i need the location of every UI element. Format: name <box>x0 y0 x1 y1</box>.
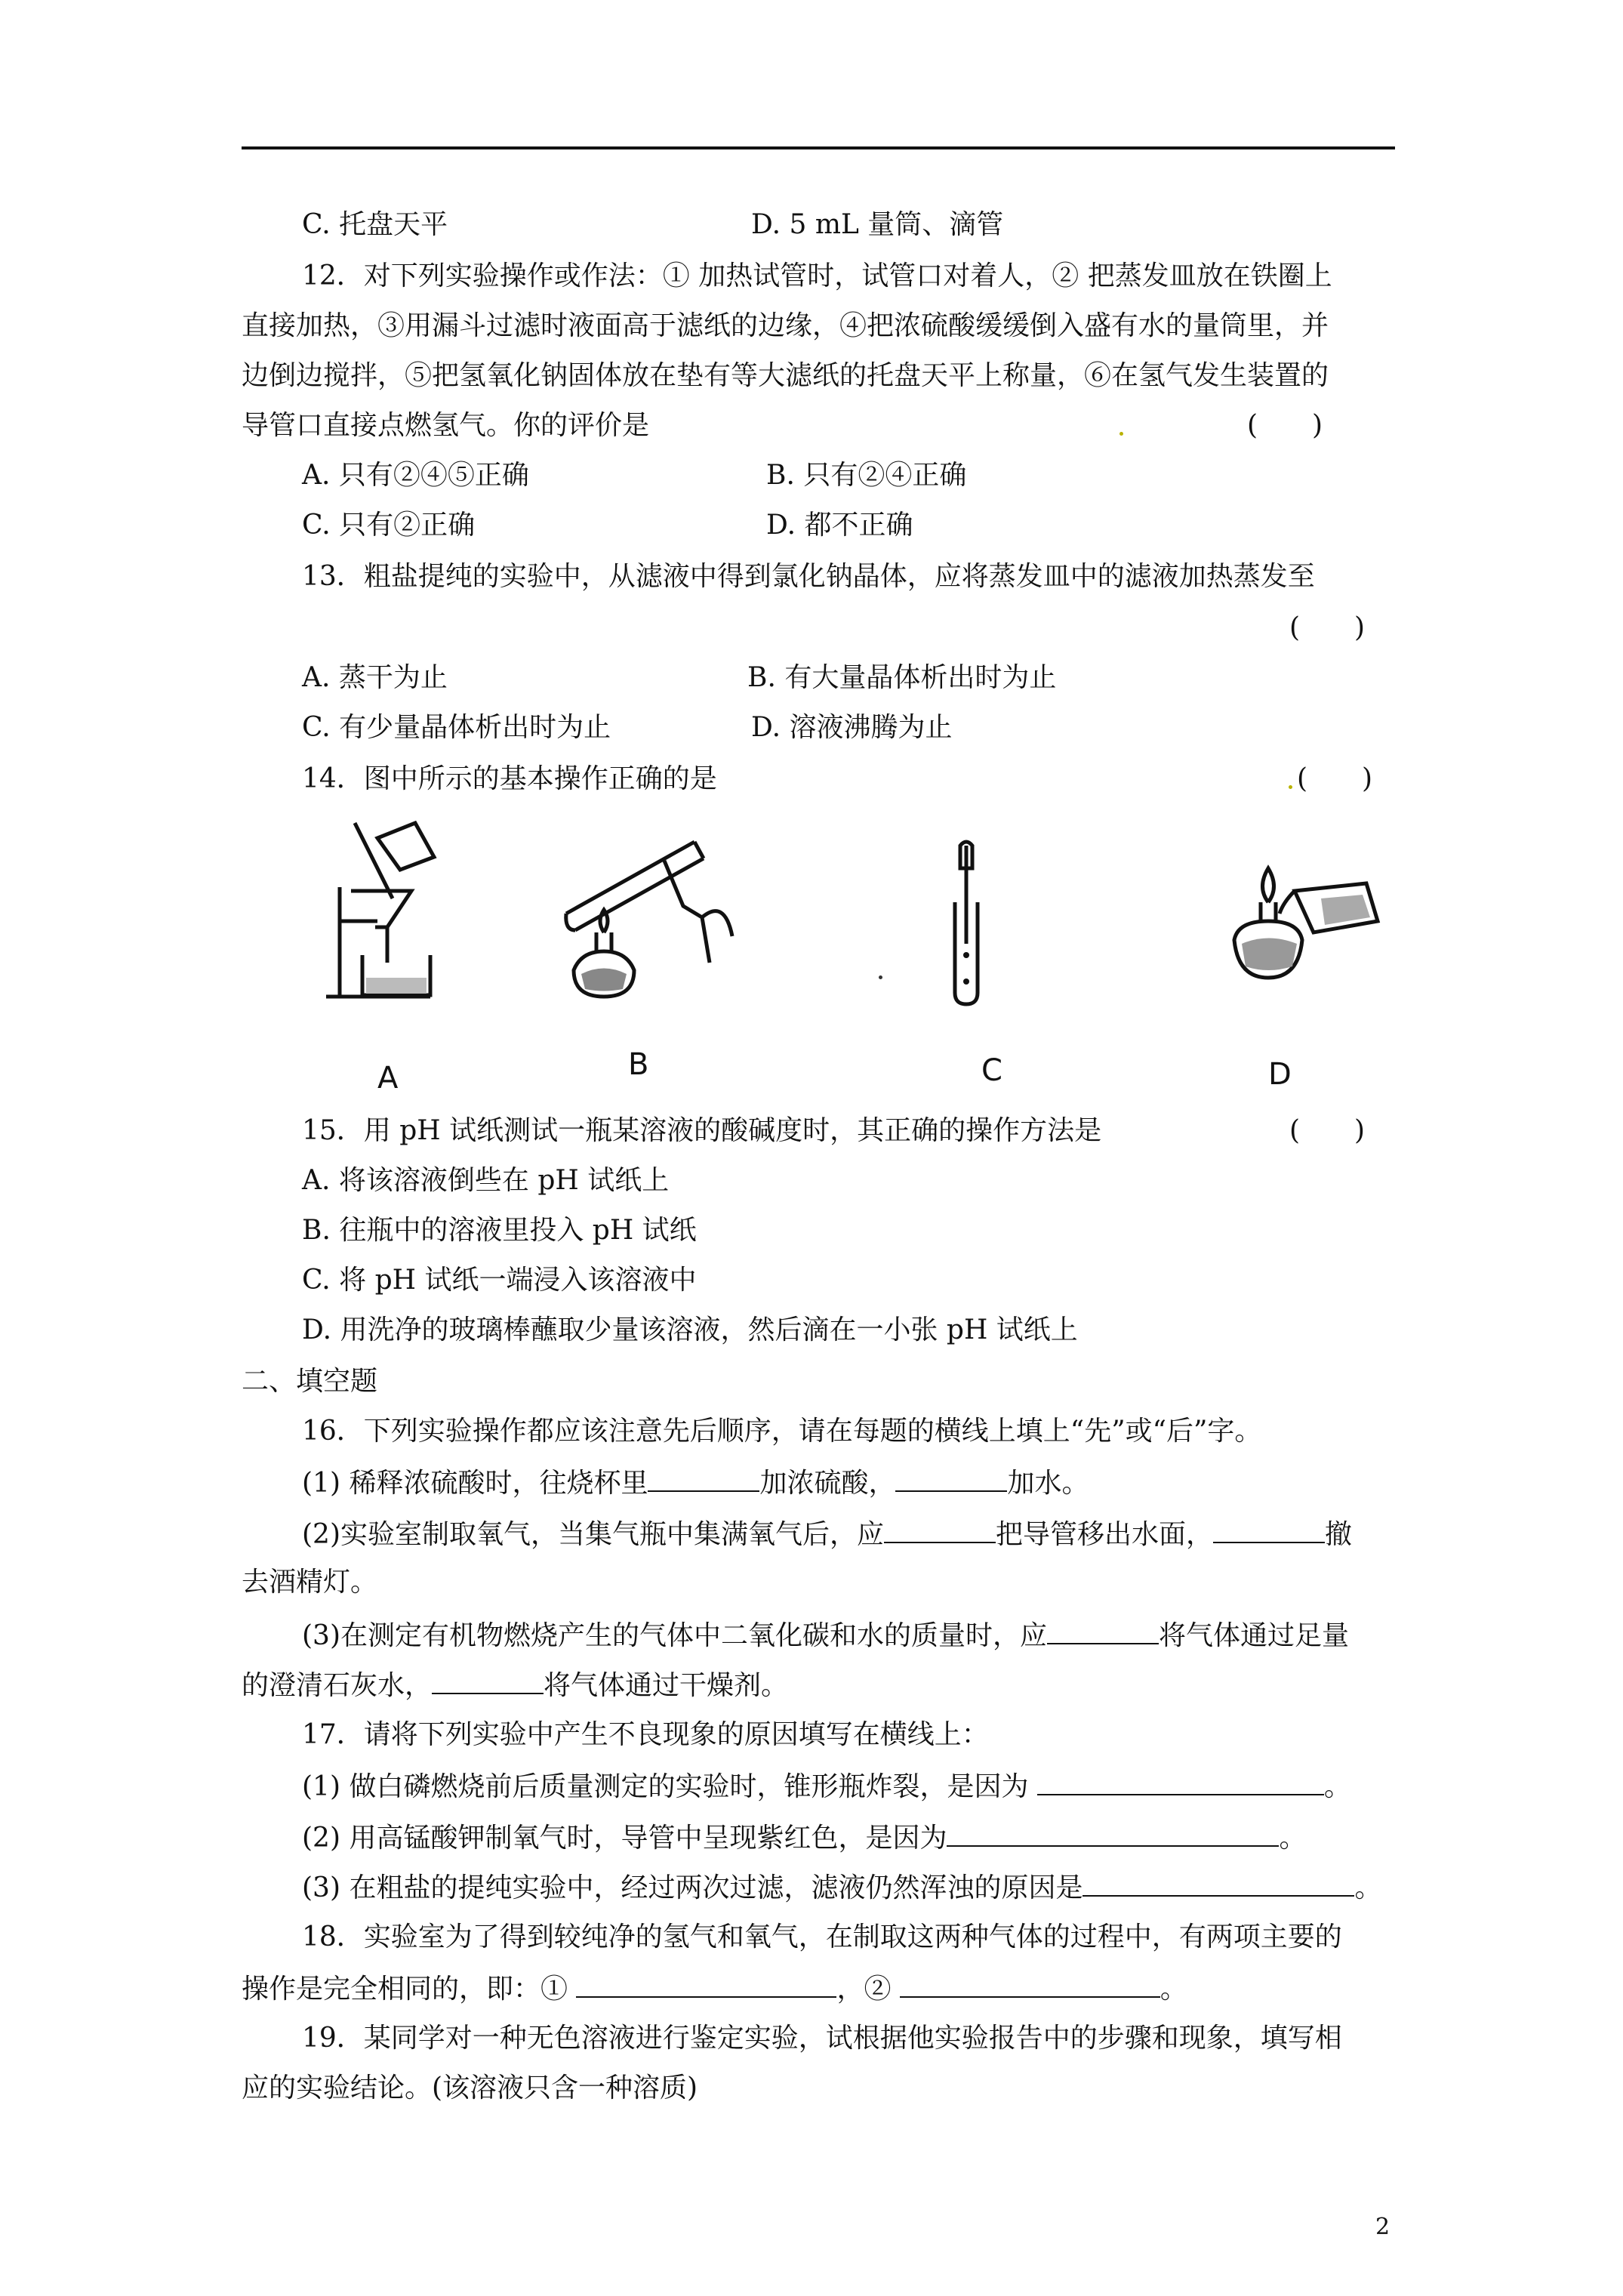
q17-part-2-end: 。 <box>1279 1823 1307 1854</box>
answer-blank[interactable] <box>1083 1869 1354 1897</box>
answer-blank[interactable] <box>900 1971 1160 1998</box>
answer-blank[interactable] <box>576 1971 836 1998</box>
q12-option-c: C. 只有②正确 <box>302 510 476 541</box>
q13-option-a: A. 蒸干为止 <box>302 662 448 693</box>
q12-option-d: D. 都不正确 <box>766 510 913 541</box>
answer-blank[interactable] <box>432 1667 544 1694</box>
page-number: 2 <box>1375 2214 1390 2240</box>
q13-option-c: C. 有少量晶体析出时为止 <box>302 712 611 743</box>
q16-part-3-text-a: (3)在测定有机物燃烧产生的气体中二氧化碳和水的质量时，应 <box>302 1620 1047 1651</box>
answer-blank[interactable] <box>648 1465 759 1492</box>
q14-answer-paren: ( ) <box>1297 763 1373 794</box>
q16-part-3 <box>302 1617 1349 1653</box>
q12-line-2: 直接加热，③用漏斗过滤时液面高于滤纸的边缘，④把浓硫酸缓缓倒入盛有水的量筒里，并 <box>242 310 1329 341</box>
q19-line-1: 19．某同学对一种无色溶液进行鉴定实验，试根据他实验报告中的步骤和现象，填写相 <box>302 2023 1342 2054</box>
q12-option-b: B. 只有②④正确 <box>766 460 967 491</box>
figure-b-heating <box>551 831 740 1004</box>
q18-line-2 <box>242 1971 1187 2006</box>
q15-option-d: D. 用洗净的玻璃棒蘸取少量该溶液，然后滴在一小张 pH 试纸上 <box>302 1314 1078 1345</box>
q17-line-1: 17．请将下列实验中产生不良现象的原因填写在横线上： <box>302 1719 989 1750</box>
q16-part-1 <box>302 1465 1089 1500</box>
q11-option-c: C. 托盘天平 <box>302 209 448 240</box>
q13-line-1: 13．粗盐提纯的实验中，从滤液中得到氯化钠晶体，应将蒸发皿中的滤液加热蒸发至 <box>302 561 1315 592</box>
q13-answer-paren: ( ) <box>1289 612 1366 643</box>
answer-blank[interactable] <box>1037 1768 1324 1795</box>
q14-line-1: 14．图中所示的基本操作正确的是 <box>302 763 717 794</box>
q17-part-2 <box>302 1820 1306 1855</box>
header-rule <box>242 146 1395 149</box>
q15-answer-paren: ( ) <box>1289 1115 1366 1146</box>
figure-d-alcohol-lamp <box>1223 861 1389 1004</box>
q15-option-b: B. 往瓶中的溶液里投入 pH 试纸 <box>302 1215 697 1246</box>
stray-dot <box>879 975 882 979</box>
q17-part-1-end: 。 <box>1323 1771 1351 1802</box>
figure-a-filtration <box>310 815 460 1004</box>
q16-part-2-text-b: 把导管移出水面， <box>996 1519 1214 1550</box>
q12-line-1: 12．对下列实验操作或作法：① 加热试管时，试管口对着人，② 把蒸发皿放在铁圈上 <box>302 260 1332 291</box>
q12-answer-paren: ( ) <box>1247 410 1323 441</box>
figure-c-dropper <box>929 838 1019 1012</box>
q18-line-2-text-b: ，② <box>836 1974 900 2005</box>
q16-part-2 <box>302 1516 1352 1552</box>
q15-option-a: A. 将该溶液倒些在 pH 试纸上 <box>302 1165 670 1196</box>
answer-blank[interactable] <box>1213 1516 1325 1543</box>
q16-part-2-text-a: (2)实验室制取氧气，当集气瓶中集满氧气后，应 <box>302 1519 884 1550</box>
q19-line-2: 应的实验结论。(该溶液只含一种溶质) <box>242 2073 698 2103</box>
q17-part-3 <box>302 1869 1381 1905</box>
figure-c-label: C <box>981 1053 1002 1088</box>
answer-blank[interactable] <box>1047 1617 1159 1644</box>
section-heading-fill-in: 二、填空题 <box>242 1366 378 1397</box>
stray-dot <box>1289 785 1292 789</box>
q16-part-1-text-a: (1) 稀释浓硫酸时，往烧杯里 <box>302 1468 648 1499</box>
answer-blank[interactable] <box>895 1465 1007 1492</box>
q13-option-d: D. 溶液沸腾为止 <box>751 712 953 743</box>
q16-part-3-text-d: 将气体通过干燥剂。 <box>544 1670 789 1701</box>
answer-blank[interactable] <box>884 1516 996 1543</box>
q16-part-2-text-c: 撤 <box>1325 1519 1353 1550</box>
q18-line-1: 18．实验室为了得到较纯净的氢气和氧气，在制取这两种气体的过程中，有两项主要的 <box>302 1922 1342 1952</box>
q18-line-2-text-a: 操作是完全相同的，即：① <box>242 1974 577 2005</box>
figure-a-label: A <box>377 1061 399 1096</box>
q17-part-1 <box>302 1768 1351 1804</box>
q16-part-3-text-c: 的澄清石灰水， <box>242 1670 433 1701</box>
q12-line-3: 边倒边搅拌，⑤把氢氧化钠固体放在垫有等大滤纸的托盘天平上称量，⑥在氢气发生装置的 <box>242 360 1329 391</box>
stray-dot <box>1119 432 1123 436</box>
q16-part-1-text-c: 加水。 <box>1007 1468 1089 1499</box>
q17-part-3-end: 。 <box>1354 1872 1382 1903</box>
q12-option-a: A. 只有②④⑤正确 <box>302 460 529 491</box>
q16-line-1: 16．下列实验操作都应该注意先后顺序，请在每题的横线上填上“先”或“后”字。 <box>302 1416 1262 1447</box>
figure-d-label: D <box>1268 1057 1292 1092</box>
q13-option-b: B. 有大量晶体析出时为止 <box>747 662 1057 693</box>
q16-part-3-cont <box>242 1667 788 1703</box>
q15-option-c: C. 将 pH 试纸一端浸入该溶液中 <box>302 1265 697 1296</box>
q17-part-3-text: (3) 在粗盐的提纯实验中，经过两次过滤，滤液仍然浑浊的原因是 <box>302 1872 1083 1903</box>
q15-line-1: 15．用 pH 试纸测试一瓶某溶液的酸碱度时，其正确的操作方法是 <box>302 1115 1102 1146</box>
q16-part-2-cont: 去酒精灯。 <box>242 1567 378 1598</box>
q16-part-1-text-b: 加浓硫酸， <box>759 1468 896 1499</box>
answer-blank[interactable] <box>947 1820 1279 1847</box>
figure-b-label: B <box>628 1047 649 1082</box>
q18-line-2-text-c: 。 <box>1160 1974 1187 2005</box>
q17-part-2-text: (2) 用高锰酸钾制氧气时，导管中呈现紫红色，是因为 <box>302 1823 947 1854</box>
q17-part-1-text: (1) 做白磷燃烧前后质量测定的实验时，锥形瓶炸裂，是因为 <box>302 1771 1037 1802</box>
q12-line-4: 导管口直接点燃氢气。你的评价是 <box>242 410 650 441</box>
q11-option-d: D. 5 mL 量筒、滴管 <box>751 209 1004 240</box>
q16-part-3-text-b: 将气体通过足量 <box>1159 1620 1350 1651</box>
